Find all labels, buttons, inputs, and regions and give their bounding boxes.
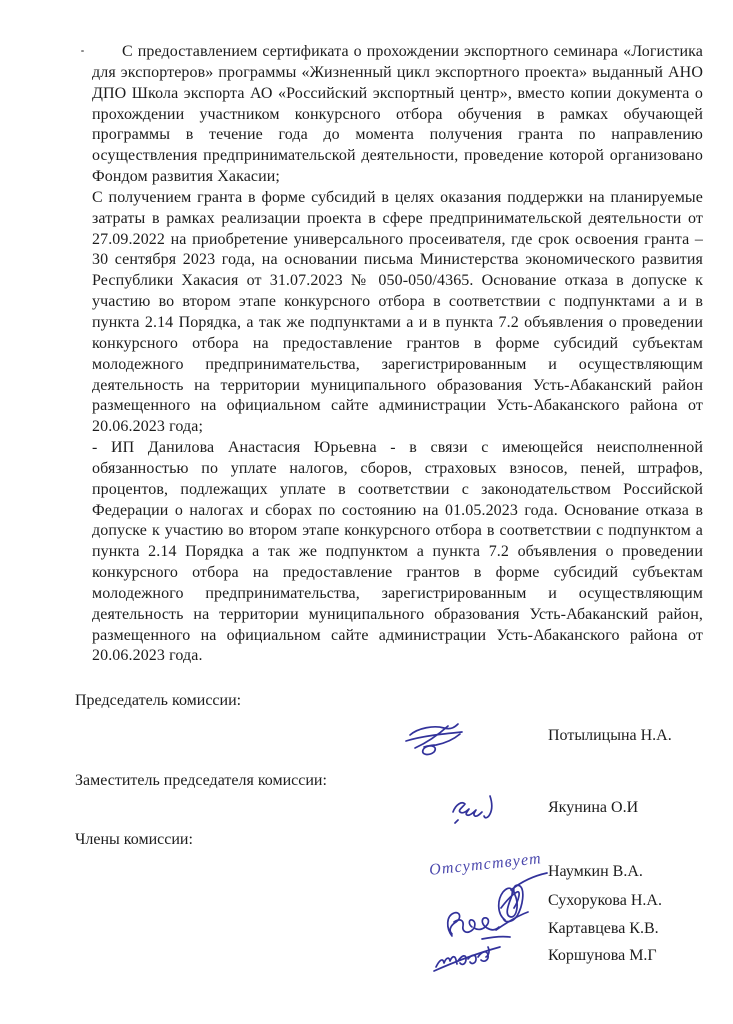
member-name-sukhorukova: Сухорукова Н.А. [548,892,662,909]
chairman-role-label: Председатель комиссии: [75,692,242,709]
signature-kartavtseva [438,908,530,944]
member-name-korshunova: Коршунова М.Г [548,947,657,964]
signature-yakunina [450,792,498,824]
member-name-kartavtseva: Картавцева К.В. [548,920,659,937]
chairman-name: Потылицына Н.А. [548,727,672,744]
handwritten-absent-note: Отсутствует [428,850,543,879]
signature-potylitsyna [404,721,466,759]
members-role-label: Члены комиссии: [75,831,193,848]
deputy-role-label: Заместитель председателя комиссии: [75,772,327,789]
member-name-naumkin: Наумкин В.А. [548,863,643,880]
signature-korshunova [432,941,504,973]
document-body [92,42,703,667]
deputy-name: Якунина О.И [548,799,639,816]
scan-artifact-dot [81,50,84,52]
paragraph-danilova: - ИП Данилова Анастасия Юрьевна - в связи с имеющейся неисполненной обязанностью по уплате налогов, сборов, страховых взносов, пеней, штрафов, процентов, подлежащих уплате в соответствии с законодательством Российской Федерации о налогах и сборах по состоянию на 01.05.2023 года. Основание отказа в допуске к участию во втором этапе конкурсного отбора в соответствии с подпунктом а пункта 2.14 Порядка а так же подпунктом а пункта 7.2 объявления о проведении конкурсного отбора на предоставление грантов в форме субсидий субъектам молодежного предпринимательства, зарегистрированным и осуществляющим деятельность на территории муниципального образования Усть-Абаканский район, размещенного на официальном сайте администрации Усть-Абаканского района от 20.06.2023 года. [92,439,703,665]
paragraph-grant: С получением гранта в форме субсидий в целях оказания поддержки на планируемые затраты в рамках реализации проекта в сфере предпринимательской деятельности от 27.09.2022 на приобретение универсального просеивателя, где срок освоения гранта – 30 сентября 2023 года, на основании письма Министерства экономического развития Республики Хакасия от 31.07.2023 № 050-050/4365. Основание отказа в допуске к участию во втором этапе конкурсного отбора в соответствии с подпунктами а и в пункта 2.14 Порядка, а так же подпунктами а и в пункта 7.2 объявления о проведении конкурсного отбора на предоставление грантов в форме субсидий субъектам молодежного предпринимательства, зарегистрированным и осуществляющим деятельность на территории муниципального образования Усть-Абаканский район размещенного на официальном сайте администрации Усть-Абаканского района от 20.06.2023 года; [92,188,703,436]
paragraph-certificate: С предоставлением сертификата о прохождении экспортного семинара «Логистика для экспортеров» программы «Жизненный цикл экспортного проекта» выданный АНО ДПО Школа экспорта АО «Российский экспортный центр», вместо копии документа о прохождении участником конкурсного отбора обучения в рамках обучающей программы в течение года до момента получения гранта по направлению осуществления предпринимательской деятельности, проведение которой организовано Фондом развития Хакасии; [92,43,703,186]
